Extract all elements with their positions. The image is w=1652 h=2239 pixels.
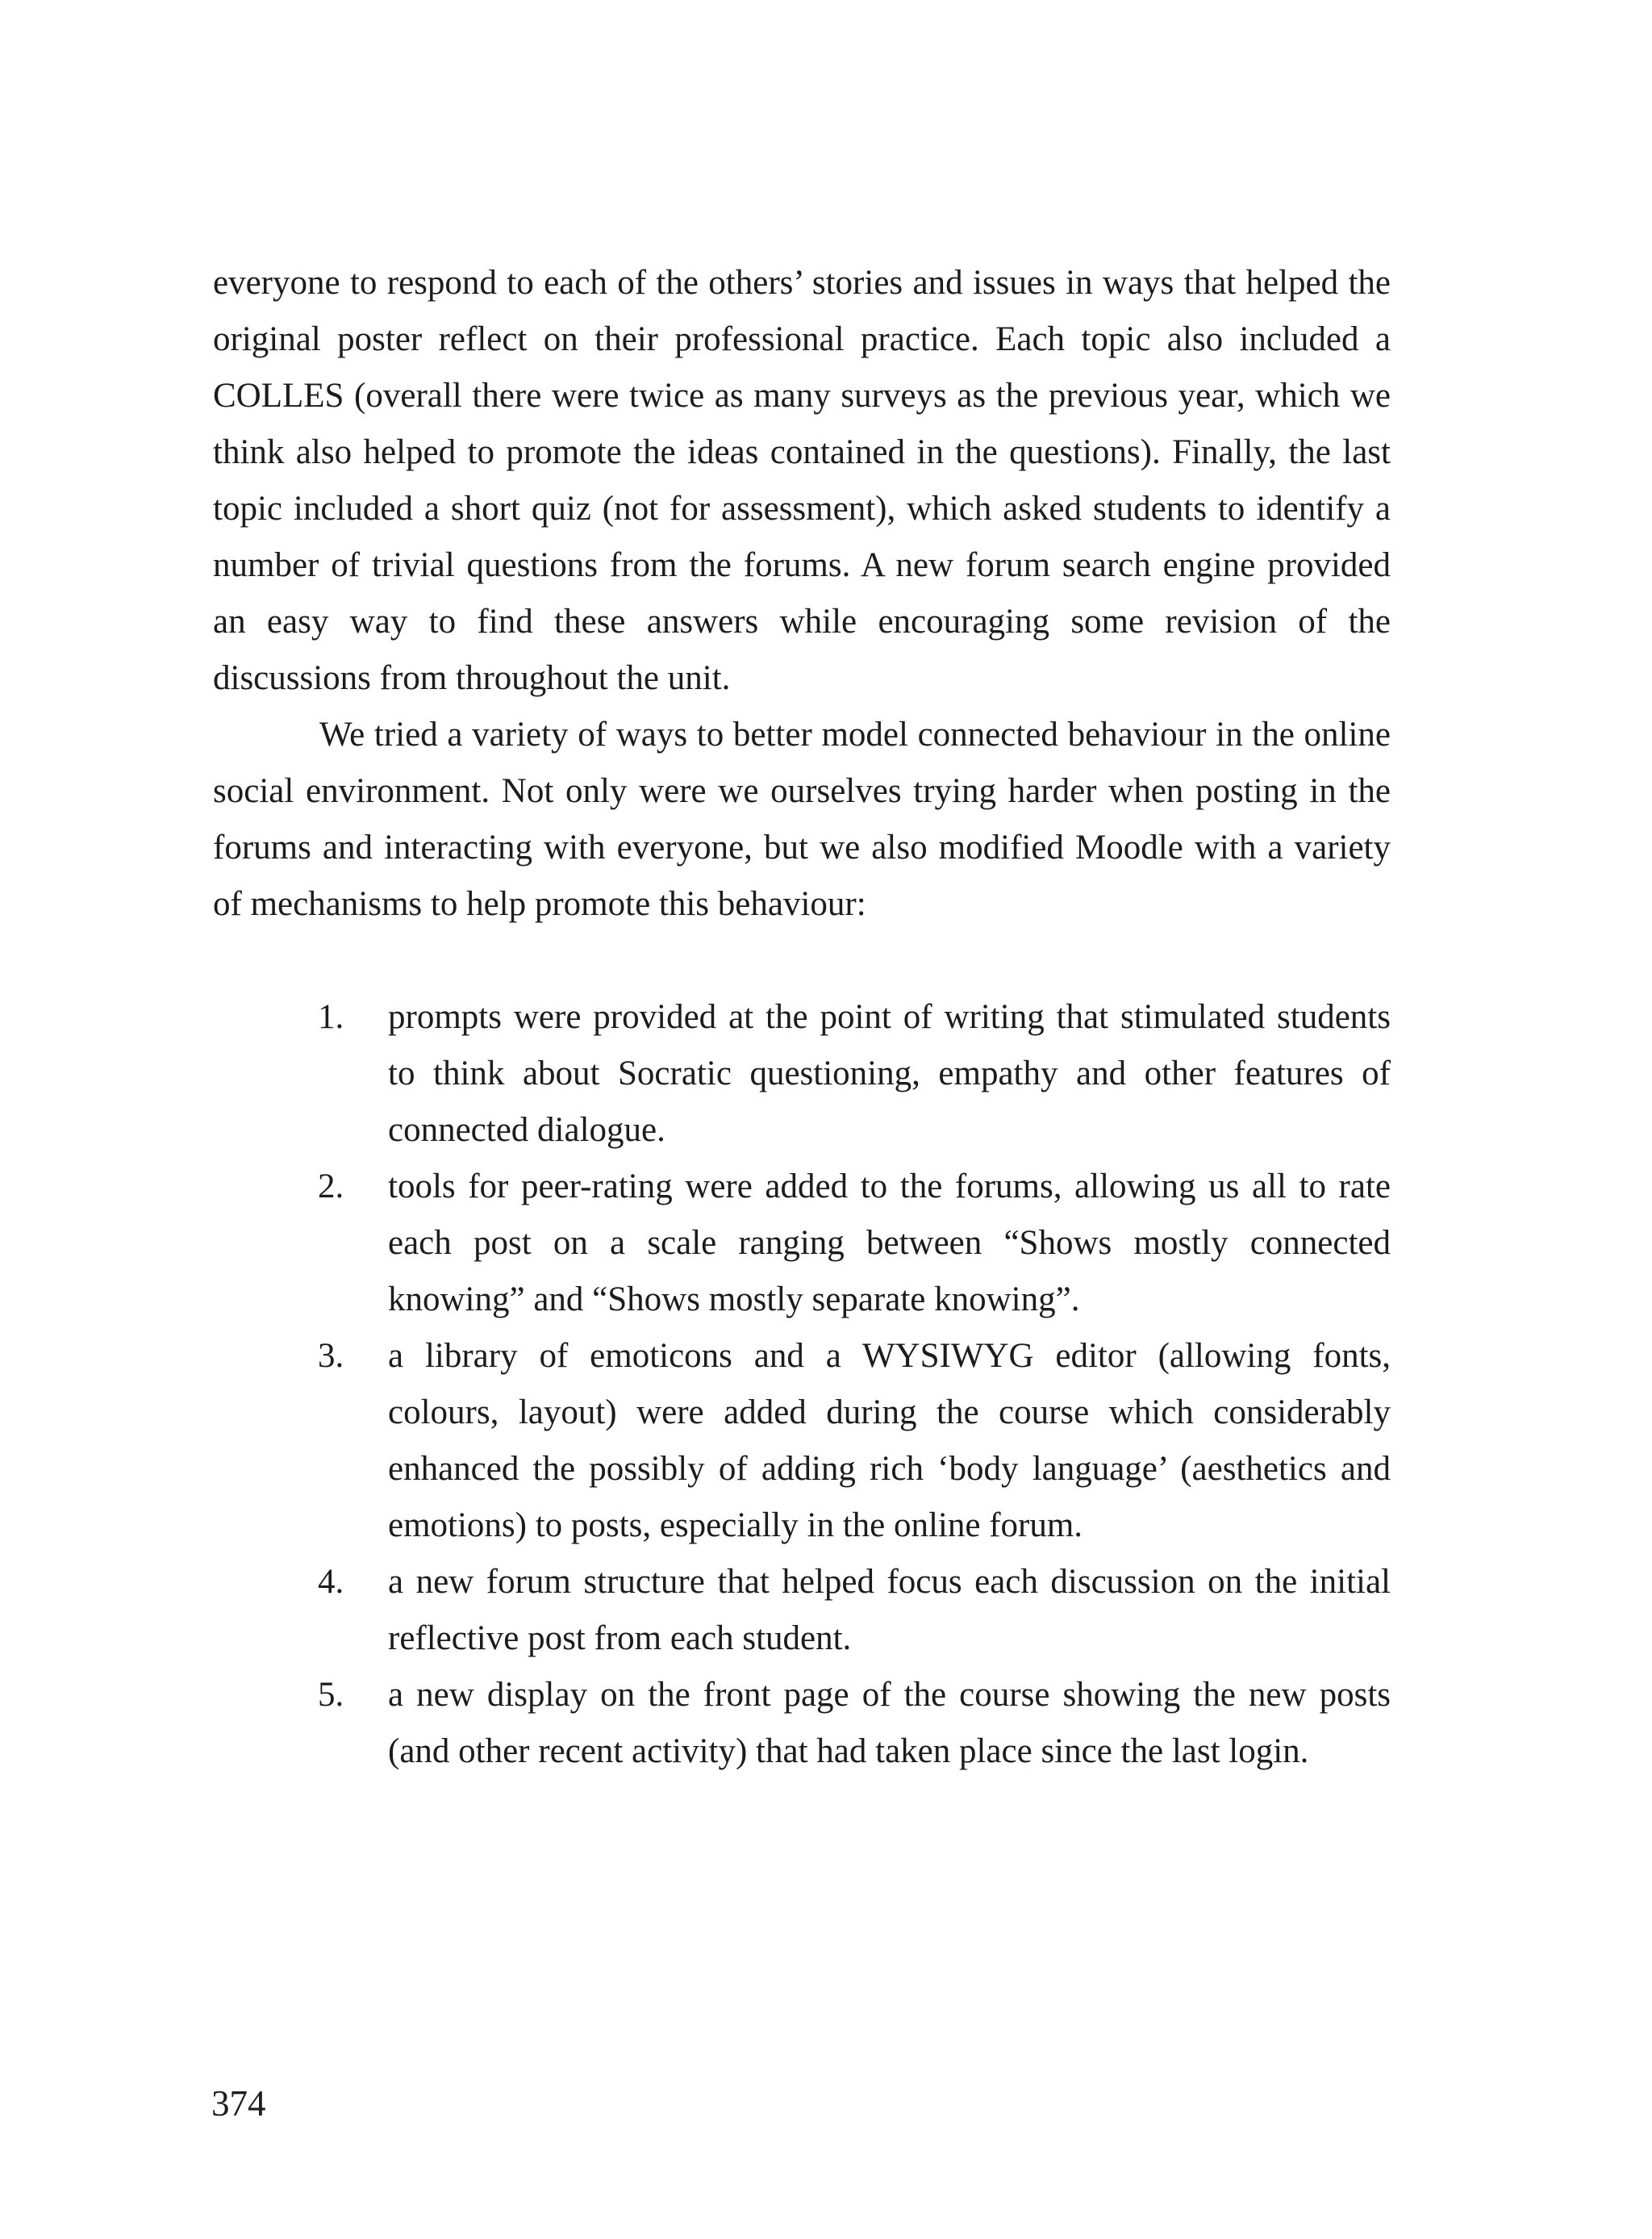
list-item-text: a new display on the front page of the course showing the new posts (and other recent activity) that had taken place since the last login. (388, 1676, 1391, 1770)
list-item-number: 5. (318, 1676, 344, 1714)
list-item-text: a library of emoticons and a WYSIWYG editor (allowing fonts, colours, layout) were added during the course which considerably enhanced the possibly of adding rich ‘body language’ (aesthetics and emotions) to posts, especially in the online forum. (388, 1337, 1391, 1544)
list-item-number: 2. (318, 1168, 344, 1205)
mechanisms-list (213, 989, 1391, 1780)
list-item-number: 1. (318, 998, 344, 1036)
paragraph-continued: everyone to respond to each of the others’ stories and issues in ways that helped the original poster reflect on their professional practice. Each topic also included a COLLES (overall there were twice as many surveys as the previous year, which we think also helped to promote the ideas contained in the questions). Finally, the last topic included a short quiz (not for assessment), which asked students to identify a number of trivial questions from the forums. A new forum search engine provided an easy way to find these answers while encouraging some revision of the discussions from throughout the unit. (213, 264, 1391, 697)
list-item-number: 4. (318, 1563, 344, 1601)
page-number: 374 (211, 2083, 266, 2124)
list-item-text: prompts were provided at the point of writing that stimulated students to think about Socratic questioning, empathy and other features of connected dialogue. (388, 998, 1391, 1149)
main-text-block (213, 255, 1391, 1780)
list-item-text: a new forum structure that helped focus each discussion on the initial reflective post from each student. (388, 1563, 1391, 1657)
list-item (213, 1328, 1391, 1554)
list-item-number: 3. (318, 1337, 344, 1375)
list-item-text: tools for peer-rating were added to the forums, allowing us all to rate each post on a scale ranging between “Shows mostly connected knowing” and “Shows mostly separate knowing”. (388, 1168, 1391, 1318)
list-item (213, 1667, 1391, 1780)
list-item (213, 989, 1391, 1159)
list-item (213, 1159, 1391, 1328)
list-item (213, 1554, 1391, 1667)
paragraph-connected-behaviour: We tried a variety of ways to better model connected behaviour in the online social environment. Not only were we ourselves trying harder when posting in the forums and interacting with everyone, but we also modified Moodle with a variety of mechanisms to help promote this behaviour: (213, 716, 1391, 923)
